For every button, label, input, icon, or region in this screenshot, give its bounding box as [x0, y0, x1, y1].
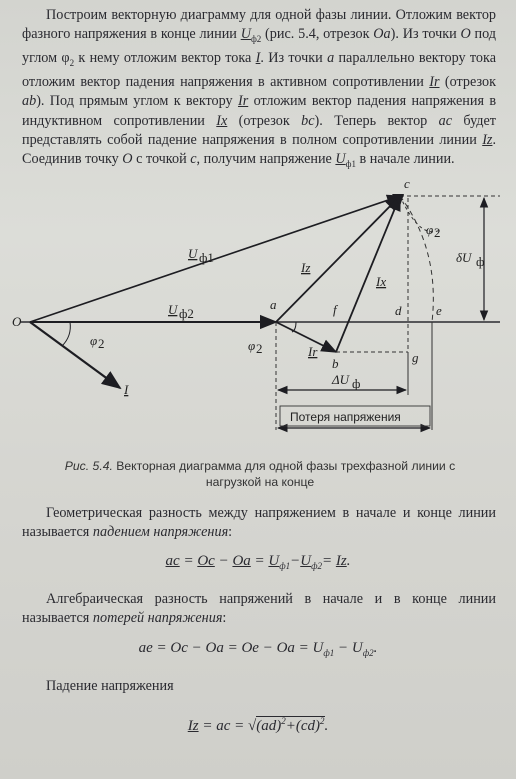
arc-radius — [400, 196, 433, 322]
svg-text:φ: φ — [90, 333, 98, 348]
intro-text: Построим векторную диаграмму для одной фазы линии. Отложим — [46, 7, 452, 23]
label-f: f — [333, 302, 337, 317]
label-big-du — [331, 372, 360, 391]
svg-text:φ: φ — [248, 338, 256, 353]
label-e: e — [436, 303, 442, 318]
svg-text:U: U — [188, 246, 198, 261]
angle-arc-o — [62, 322, 70, 346]
label-u-phi1 — [188, 246, 214, 265]
point-c-marker — [392, 194, 404, 206]
label-phi-c — [426, 222, 441, 240]
label-g: g — [412, 350, 419, 365]
figure-caption: Рис. 5.4. Векторная диаграмма для одной фазы трехфазной линии с нагрузкой на конце — [64, 459, 456, 489]
svg-text:ф: ф — [352, 376, 361, 391]
formula-voltage-drop: ac = $Oc - Oa = U_{ф1}-U_{ф2}= Iz$. — [165, 553, 351, 571]
label-a: a — [270, 297, 277, 312]
svg-text:ф2: ф2 — [179, 306, 194, 321]
label-loss: Потеря напряжения — [290, 410, 401, 424]
formula-voltage-loss: ae = $Oc - Oa = Oe - Oa = U_{ф1} - U_{ф2}$. — [138, 640, 378, 658]
label-u-phi2 — [168, 302, 194, 321]
label-phi-o — [90, 333, 105, 351]
svg-text:ΔU: ΔU — [332, 372, 350, 387]
label-current: I — [124, 382, 129, 397]
svg-text:ф1: ф1 — [199, 250, 214, 265]
label-d: d — [395, 303, 402, 318]
label-b: b — [332, 356, 339, 371]
paragraph-drop-label: Падение напряжения — [46, 678, 174, 694]
intro-paragraph: Построим векторную диаграмму для одной фазы линии. Отложим вектор фазного напряжения в конце линии $U_{ф2}$ (рис. 5.4, отрезок Oa). Из точки O под углом $\varphi_2$ к нему отложим вектор тока I. Из точки a параллельно вектору тока отложим вектор падения напряжения в активном сопротивлении Ir (отрезок ab). Под прямым углом к вектору Ir отложим вектор падения напряжения в индуктивном сопротивлении Ix (отрезок bc). Теперь вектор ac будет представлять собой падение напряжения в полном сопротивлении линии Iz. Соединив точку O с точкой c, получим напряжение $U_{ф1}$ в начале линии. — [22, 7, 497, 169]
svg-text:2: 2 — [98, 336, 105, 351]
sqrt-icon: √ — [247, 718, 257, 734]
formula-drop-magnitude: Iz = ac = √(ad)$^2$+(cd)$^2$. — [187, 716, 329, 734]
label-phi-a — [248, 338, 263, 356]
svg-text:ф: ф — [476, 254, 485, 269]
vector-current — [30, 322, 120, 388]
vector-ix — [336, 196, 400, 352]
svg-text:φ: φ — [426, 222, 434, 237]
label-o: O — [12, 314, 22, 329]
vector-u-phi1 — [30, 196, 400, 322]
paragraph-geometric: Геометрическая разность между напряжением в начале и конце линии называется падением напряжения: — [22, 505, 496, 541]
label-ix: Ix — [376, 274, 387, 289]
svg-text:2: 2 — [434, 225, 441, 240]
vector-iz — [276, 196, 400, 322]
vector-ir — [276, 322, 336, 352]
label-iz: Iz — [301, 260, 311, 275]
paragraph-algebraic: Алгебраическая разность напряжений в начале и в конце линии называется потерей напряжения: — [22, 591, 496, 627]
svg-text:δU: δU — [456, 250, 472, 265]
label-ir: Ir — [308, 344, 318, 359]
label-du — [456, 250, 484, 269]
label-c: c — [404, 176, 410, 191]
svg-text:U: U — [168, 302, 178, 317]
svg-text:2: 2 — [256, 341, 263, 356]
